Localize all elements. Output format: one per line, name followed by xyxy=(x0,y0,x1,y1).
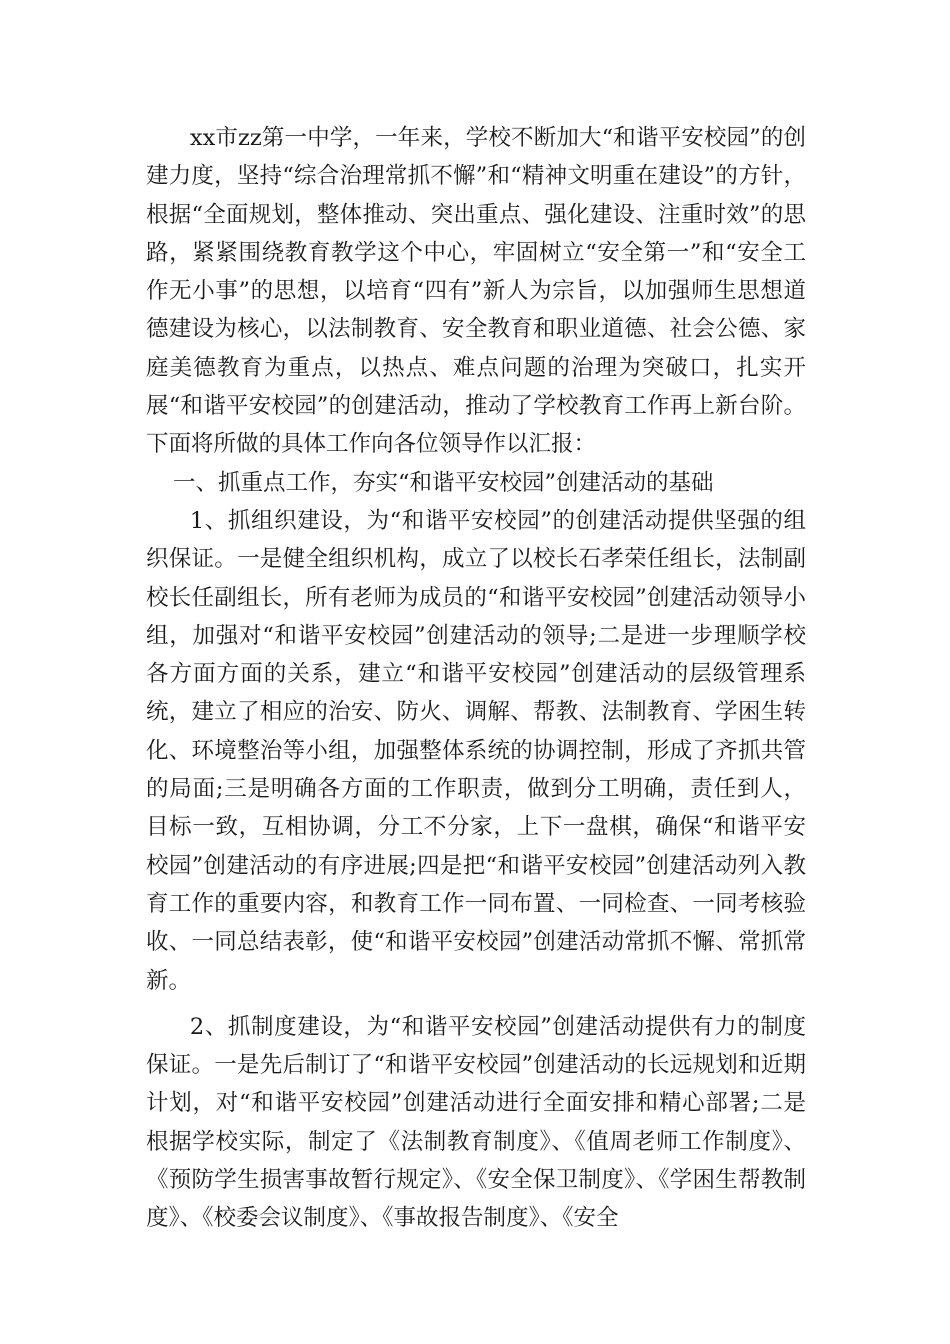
paragraph-system: 2、抓制度建设，为“和谐平安校园”创建活动提供有力的制度保证。一是先后制订了“和谐平安校园”创建活动的长远规划和近期计划，对“和谐平安校园”创建活动进行全面安排和精心部署;二是根据学校实际，制定了《法制教育制度》、《值周老师工作制度》、《预防学生损害事故暂行规定》、《安全保卫制度》、《学困生帮教制度》、《校委会议制度》、《事故报告制度》、《安全 xyxy=(146,1013,806,1232)
document-body xyxy=(146,119,806,1238)
paragraph-organization: 1、抓组织建设，为“和谐平安校园”的创建活动提供坚强的组织保证。一是健全组织机构，成立了以校长石孝荣任组长，法制副校长任副组长，所有老师为成员的“和谐平安校园”创建活动领导小组，加强对“和谐平安校园”创建活动的领导;二是进一步理顺学校各方面方面的关系，建立“和谐平安校园”创建活动的层级管理系统，建立了相应的治安、防火、调解、帮教、法制教育、学困生转化、环境整治等小组，加强整体系统的协调控制，形成了齐抓共管的局面;三是明确各方面的工作职责，做到分工明确，责任到人，目标一致，互相协调，分工不分家，上下一盘棋，确保“和谐平安校园”创建活动的有序进展;四是把“和谐平安校园”创建活动列入教育工作的重要内容，和教育工作一同布置、一同检查、一同考核验收、一同总结表彰，使“和谐平安校园”创建活动常抓不懈、常抓常新。 xyxy=(146,507,806,994)
section-heading: 一、抓重点工作，夯实“和谐平安校园”创建活动的基础 xyxy=(173,469,714,496)
intro-paragraph: xx市zz第一中学，一年来，学校不断加大“和谐平安校园”的创建力度，坚持“综合治理常抓不懈”和“精神文明重在建设”的方针，根据“全面规划，整体推动、突出重点、强化建设、注重时效”的思路，紧紧围绕教育教学这个中心，牢固树立“安全第一”和“安全工作无小事”的思想，以培育“四有”新人为宗旨，以加强师生思想道德建设为核心，以法制教育、安全教育和职业道德、社会公德、家庭美德教育为重点，以热点、难点问题的治理为突破口，扎实开展“和谐平安校园”的创建活动，推动了学校教育工作再上新台阶。下面将所做的具体工作向各位领导作以汇报： xyxy=(146,125,806,458)
